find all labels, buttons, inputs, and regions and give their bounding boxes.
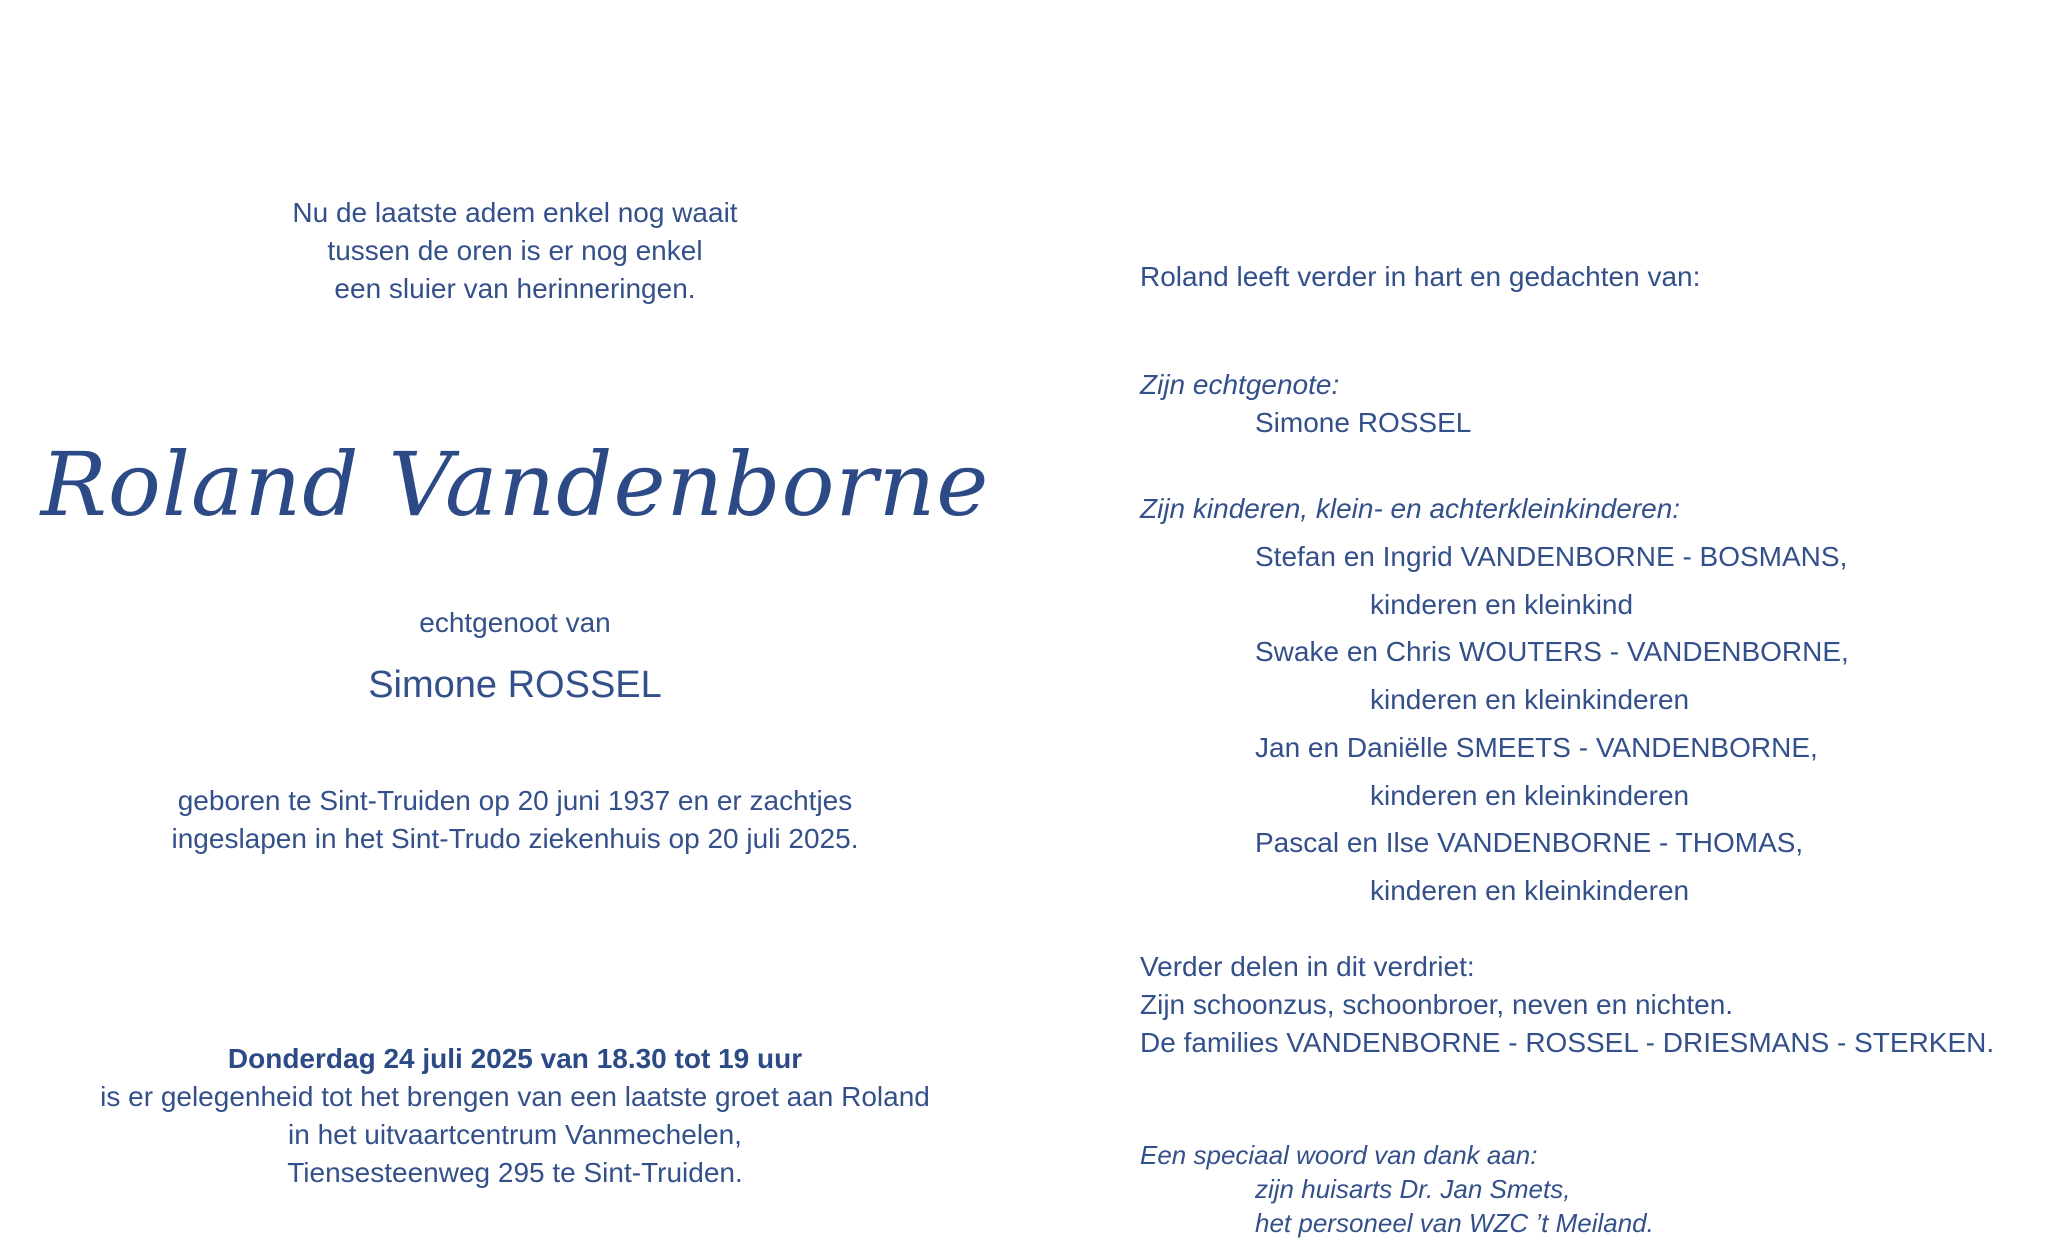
child-family-name: Swake en Chris WOUTERS - VANDENBORNE,: [1255, 636, 1849, 667]
visitation-info: [60, 1040, 970, 1192]
wife-name: Simone ROSSEL: [1255, 407, 1472, 438]
poem-line: tussen de oren is er nog enkel: [327, 235, 703, 266]
visitation-line: is er gelegenheid tot het brengen van een laatste groet aan Roland: [100, 1081, 930, 1112]
child-family-sub: kinderen en kleinkinderen: [1370, 780, 1690, 811]
spouse-name-text: Simone ROSSEL: [368, 664, 662, 706]
others-line: Zijn schoonzus, schoonbroer, neven en nichten.: [1140, 989, 1734, 1020]
signature-image: [40, 410, 990, 570]
birth-line: ingeslapen in het Sint-Trudo ziekenhuis op 20 juli 2025.: [171, 823, 859, 854]
visitation-date: Donderdag 24 juli 2025 van 18.30 tot 19 uur: [227, 1043, 803, 1074]
poem-line: een sluier van herinneringen.: [334, 273, 696, 304]
child-family-name: Jan en Daniëlle SMEETS - VANDENBORNE,: [1255, 732, 1818, 763]
poem-line: Nu de laatste adem enkel nog waait: [292, 197, 738, 228]
children-label: Zijn kinderen, klein- en achterkleinkinderen:: [1140, 493, 1681, 524]
wife-label: Zijn echtgenote:: [1140, 369, 1340, 400]
thanks-line: het personeel van WZC ’t Meiland.: [1255, 1208, 1654, 1238]
visitation-line: Tiensesteenweg 295 te Sint-Truiden.: [287, 1157, 743, 1188]
child-family-sub: kinderen en kleinkinderen: [1370, 684, 1690, 715]
others-line: Verder delen in dit verdriet:: [1140, 951, 1475, 982]
spouse-name: [60, 660, 970, 710]
spouse-of-label: [60, 604, 970, 642]
child-family-sub: kinderen en kleinkind: [1370, 589, 1634, 620]
child-family-name: Stefan en Ingrid VANDENBORNE - BOSMANS,: [1255, 541, 1848, 572]
child-family-name: Pascal en Ilse VANDENBORNE - THOMAS,: [1255, 827, 1804, 858]
child-family-sub: kinderen en kleinkinderen: [1370, 875, 1690, 906]
others-line: De families VANDENBORNE - ROSSEL - DRIESMANS - STERKEN.: [1140, 1027, 1995, 1058]
birth-line: geboren te Sint-Truiden op 20 juni 1937 en er zachtjes: [177, 785, 853, 816]
visitation-line: in het uitvaartcentrum Vanmechelen,: [288, 1119, 742, 1150]
birth-death-info: [60, 782, 970, 858]
poem: [60, 194, 970, 308]
thanks-line: zijn huisarts Dr. Jan Smets,: [1255, 1174, 1571, 1204]
survivors-intro: Roland leeft verder in hart en gedachten van:: [1140, 261, 1701, 292]
signature-text: Roland Vandenborne: [40, 433, 990, 536]
thanks-label: Een speciaal woord van dank aan:: [1140, 1140, 1538, 1170]
spouse-of-text: echtgenoot van: [419, 607, 611, 638]
deceased-name-signature: [40, 410, 990, 570]
